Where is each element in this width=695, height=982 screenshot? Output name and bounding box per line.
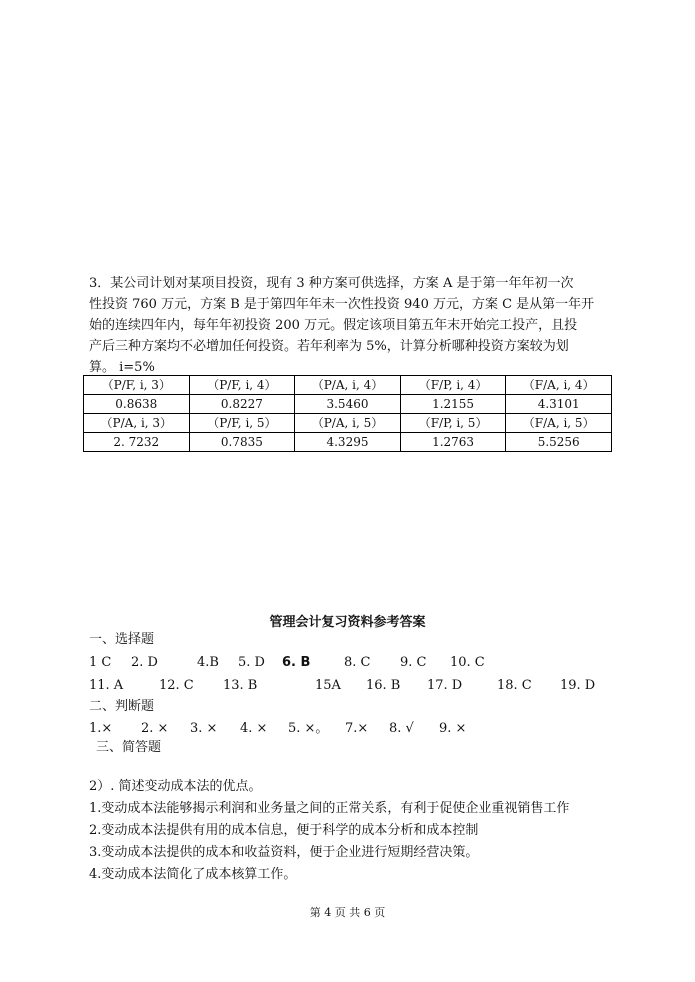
question-title bbox=[89, 777, 262, 797]
answer-item: 4. × bbox=[240, 721, 268, 736]
table-cell: （P/F, i, 3） bbox=[84, 376, 190, 395]
answer-item: 11. A bbox=[89, 678, 124, 693]
section-heading-judge bbox=[89, 697, 154, 717]
choice-answers-row-1 bbox=[89, 653, 629, 673]
answer-point-text: 3.变动成本法提供的成本和收益资料，便于企业进行短期经营决策。 bbox=[89, 845, 479, 860]
problem-line: 始的连续四年内，每年年初投资 200 万元。假定该项目第五年末开始完工投产，且投 bbox=[89, 318, 578, 333]
answer-item: 4.B bbox=[197, 655, 219, 670]
table-cell: （F/P, i, 4） bbox=[400, 376, 506, 395]
table-cell: 1.2763 bbox=[400, 433, 506, 452]
answer-item: 13. B bbox=[223, 678, 258, 693]
section-heading-short bbox=[96, 738, 161, 758]
judge-answers-row bbox=[89, 719, 629, 739]
answer-point bbox=[89, 799, 569, 819]
answer-item: 8. C bbox=[344, 655, 371, 670]
table-cell: 0.8638 bbox=[84, 395, 190, 414]
table-row bbox=[84, 395, 612, 414]
answer-item: 3. × bbox=[190, 721, 218, 736]
section-heading: 二、判断题 bbox=[89, 699, 155, 714]
question-text: 2）. 简述变动成本法的优点。 bbox=[89, 779, 262, 794]
answer-point bbox=[89, 865, 296, 885]
table-cell: （P/F, i, 5） bbox=[189, 414, 295, 433]
answer-item: 18. C bbox=[497, 678, 532, 693]
problem-3 bbox=[89, 273, 614, 378]
table-cell: 1.2155 bbox=[400, 395, 506, 414]
table-cell: 4.3295 bbox=[295, 433, 401, 452]
choice-answers-row-2 bbox=[89, 676, 629, 696]
table-cell: 2. 7232 bbox=[84, 433, 190, 452]
answer-point-text: 1.变动成本法能够揭示利润和业务量之间的正常关系，有利于促使企业重视销售工作 bbox=[89, 801, 570, 816]
table-cell: （P/A, i, 5） bbox=[295, 414, 401, 433]
answer-item: 19. D bbox=[560, 678, 596, 693]
answer-item: 9. C bbox=[400, 655, 427, 670]
problem-line: 产后三种方案均不必增加任何投资。若年利率为 5%，计算分析哪种投资方案较为划 bbox=[89, 339, 569, 354]
factor-table bbox=[83, 375, 612, 452]
table-cell: （F/P, i, 5） bbox=[400, 414, 506, 433]
section-heading: 三、简答题 bbox=[96, 740, 162, 755]
problem-line: 算。 i=5% bbox=[89, 360, 155, 375]
answer-item: 5. ×。 bbox=[288, 721, 329, 736]
answer-item: 10. C bbox=[450, 655, 485, 670]
answer-item: 7.× bbox=[345, 721, 369, 736]
table-row bbox=[84, 414, 612, 433]
table-cell: （F/A, i, 4） bbox=[506, 376, 612, 395]
table-cell: 5.5256 bbox=[506, 433, 612, 452]
table-row bbox=[84, 433, 612, 452]
answer-point bbox=[89, 821, 478, 841]
table-cell: （F/A, i, 5） bbox=[506, 414, 612, 433]
answer-item: 16. B bbox=[366, 678, 401, 693]
table-cell: （P/F, i, 4） bbox=[189, 376, 295, 395]
answer-item: 1 C bbox=[89, 655, 112, 670]
table-cell: 0.7835 bbox=[189, 433, 295, 452]
answer-point-text: 4.变动成本法简化了成本核算工作。 bbox=[89, 867, 297, 882]
answer-item: 2. D bbox=[131, 655, 158, 670]
answer-item: 12. C bbox=[159, 678, 194, 693]
answer-item: 1.× bbox=[89, 721, 113, 736]
page-title: 管理会计复习资料参考答案 bbox=[269, 615, 426, 630]
answer-item: 5. D bbox=[238, 655, 265, 670]
section-heading-choice bbox=[89, 630, 154, 650]
answer-item: 8. √ bbox=[389, 721, 414, 736]
table-row bbox=[84, 376, 612, 395]
table-cell: （P/A, i, 3） bbox=[84, 414, 190, 433]
answer-item: 17. D bbox=[427, 678, 463, 693]
table-cell: 3.5460 bbox=[295, 395, 401, 414]
answer-item: 9. × bbox=[439, 721, 467, 736]
table-cell: （P/A, i, 4） bbox=[295, 376, 401, 395]
table-cell: 4.3101 bbox=[506, 395, 612, 414]
section-heading: 一、选择题 bbox=[89, 632, 155, 647]
table-cell: 0.8227 bbox=[189, 395, 295, 414]
answer-item: 6. B bbox=[282, 655, 311, 670]
answer-point bbox=[89, 843, 478, 863]
answer-point-text: 2.变动成本法提供有用的成本信息，便于科学的成本分析和成本控制 bbox=[89, 823, 479, 838]
problem-line: 性投资 760 万元，方案 B 是于第四年年末一次性投资 940 万元，方案 C 是从第一年开 bbox=[89, 297, 595, 312]
page-number: 第 4 页 共 6 页 bbox=[309, 906, 386, 919]
answer-item: 15A bbox=[315, 678, 341, 693]
problem-line: 3．某公司计划对某项目投资，现有 3 种方案可供选择，方案 A 是于第一年年初一次 bbox=[89, 276, 574, 291]
answer-item: 2. × bbox=[141, 721, 169, 736]
